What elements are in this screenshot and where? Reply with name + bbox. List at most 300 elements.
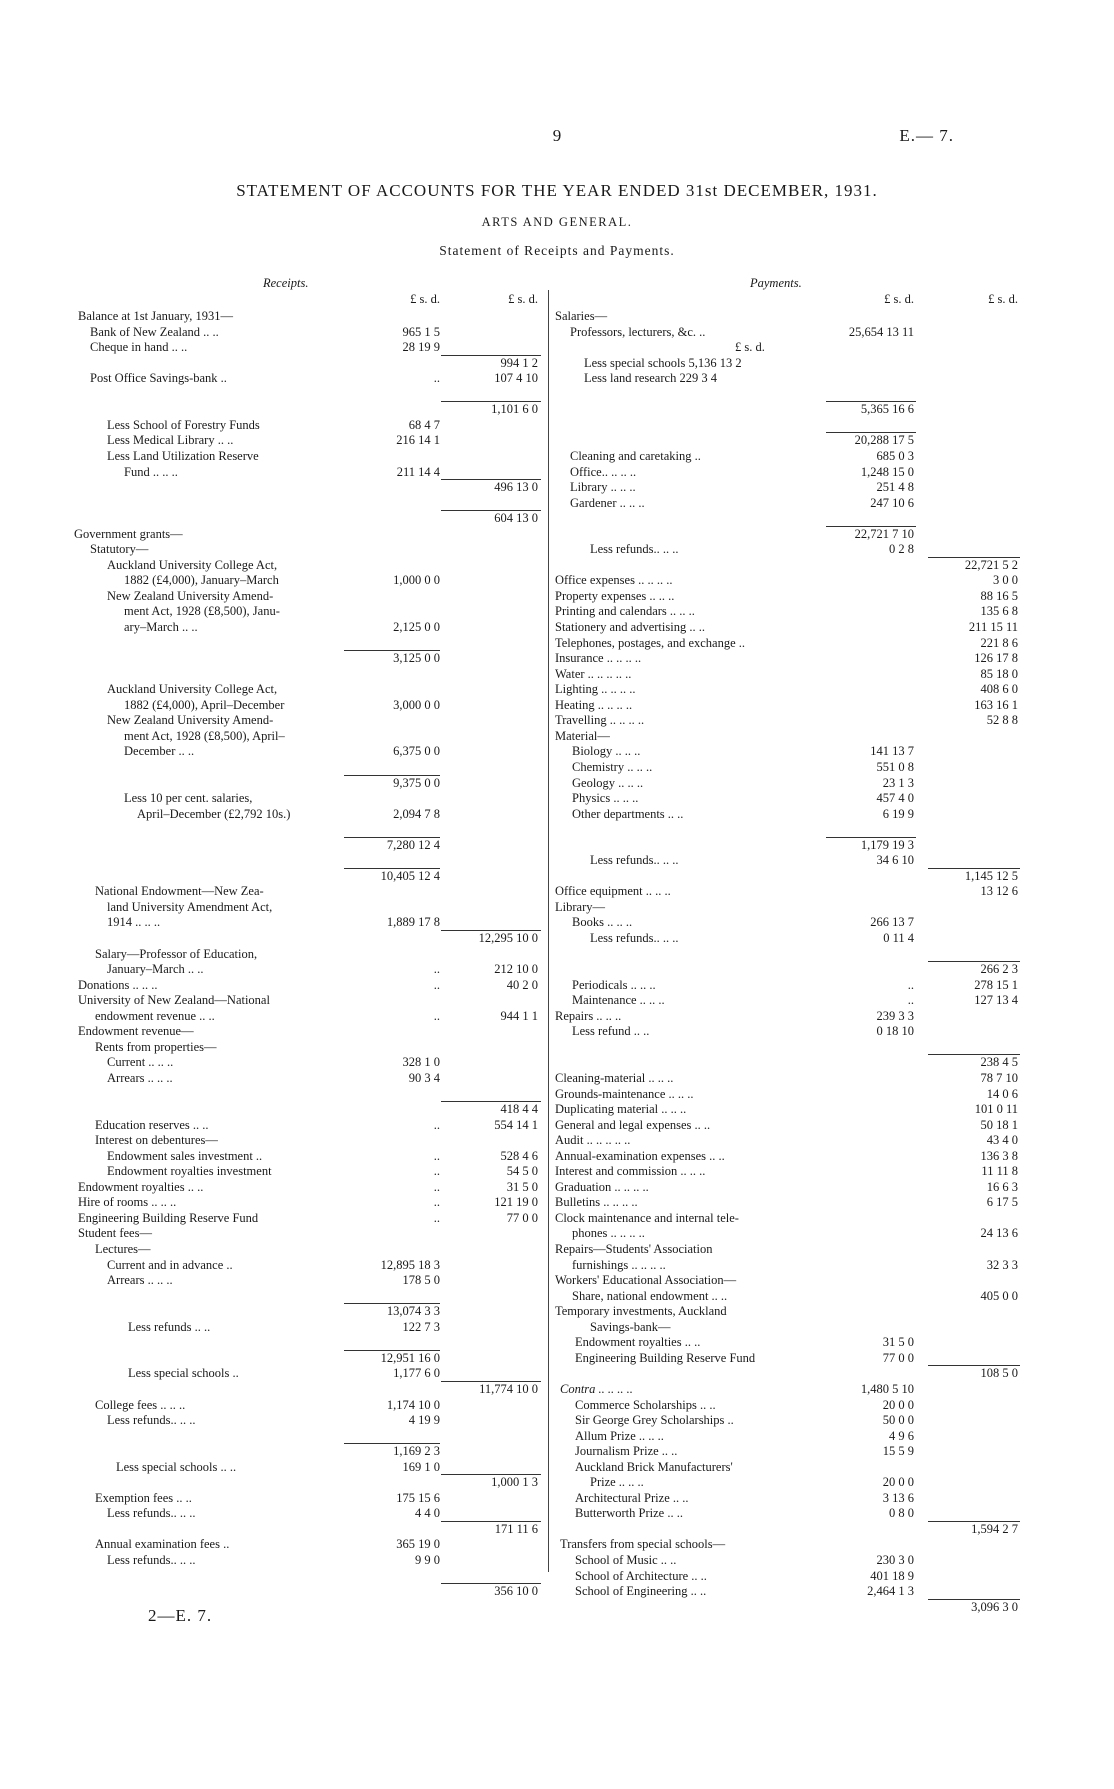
amount-column1: 12,951 16 0 (380, 1350, 440, 1365)
payments-row (0, 651, 1114, 666)
amount-column1: 20 0 0 (882, 1475, 914, 1490)
line-label: Maintenance .. .. .. (572, 993, 665, 1008)
amount-column1: .. (433, 1195, 440, 1210)
line-label: School of Engineering .. .. (575, 1584, 707, 1599)
amount-column2: 944 1 1 (500, 1008, 538, 1023)
payments-row (0, 465, 1114, 480)
amount-column2: 1,594 2 7 (971, 1521, 1018, 1536)
document-reference: E.— 7. (899, 126, 954, 145)
amount-column2: 14 0 6 (986, 1086, 1018, 1101)
amount-column2: 212 10 0 (494, 962, 538, 977)
payments-row (0, 1102, 1114, 1117)
line-label: Less Medical Library .. .. (107, 433, 234, 448)
amount-column2: 101 0 11 (974, 1102, 1018, 1117)
line-label: Less refunds.. .. .. (107, 1413, 196, 1428)
amount-column2: 356 10 0 (494, 1584, 538, 1599)
line-label: Education reserves .. .. (95, 1117, 209, 1132)
line-label: New Zealand University Amend- (107, 588, 274, 603)
amount-column1: 328 1 0 (402, 1055, 440, 1070)
payments-row (0, 496, 1114, 511)
payments-row (0, 1273, 1114, 1288)
line-label: Post Office Savings-bank .. (90, 371, 227, 386)
amount-column1: 20,288 17 5 (854, 433, 914, 448)
payments-header (0, 276, 1114, 291)
line-label: Library .. .. .. (570, 480, 636, 495)
payments-row (0, 589, 1114, 604)
payments-row (0, 402, 1114, 417)
amount-column2: 40 2 0 (506, 977, 538, 992)
amount-column1: .. (907, 993, 914, 1008)
line-label: Grounds-maintenance .. .. .. (555, 1086, 694, 1101)
amount-column1: 216 14 1 (396, 433, 440, 448)
amount-column1: .. (907, 977, 914, 992)
line-label: Auckland University College Act, (107, 682, 278, 697)
page-footer: 2—E. 7. (148, 1606, 213, 1625)
amount-column1: 169 1 0 (402, 1459, 440, 1474)
amount-column2: 418 4 4 (500, 1102, 538, 1117)
payments-row (0, 682, 1114, 697)
amount-column2: 238 4 5 (980, 1055, 1018, 1070)
amount-column2: 32 3 3 (986, 1257, 1018, 1272)
line-label: Auckland University College Act, (107, 557, 278, 572)
payments-row (0, 698, 1114, 713)
payments-row (0, 1429, 1114, 1444)
amount-column1: 251 4 8 (876, 480, 914, 495)
line-label: Arrears .. .. .. (107, 1070, 173, 1085)
line-label: Office expenses .. .. .. .. (555, 573, 673, 588)
line-label: 1882 (£4,000), January–March (124, 573, 279, 588)
line-label: Journalism Prize .. .. (575, 1444, 678, 1459)
amount-column2: 163 16 1 (974, 697, 1018, 712)
payments-row (0, 931, 1114, 946)
payments-row (0, 1055, 1114, 1070)
line-label: Geology .. .. .. (572, 775, 644, 790)
amount-column1: 1,174 10 0 (386, 1397, 440, 1412)
payments-currency-header (0, 292, 1114, 307)
line-label: Less refunds.. .. .. (107, 1506, 196, 1521)
payments-row (0, 340, 1114, 355)
line-label: Travelling .. .. .. .. (555, 713, 645, 728)
line-label: Professors, lecturers, &c. .. (570, 324, 706, 339)
amount-column1: 1,177 6 0 (393, 1366, 440, 1381)
line-label: Less refunds.. .. .. (590, 853, 679, 868)
line-label: Donations .. .. .. (78, 977, 158, 992)
payments-row (0, 325, 1114, 340)
payments-row (0, 947, 1114, 962)
amount-column2: 3 0 0 (993, 573, 1018, 588)
line-label: Stationery and advertising .. .. (555, 620, 705, 634)
line-label: Office.. .. .. .. (570, 464, 637, 479)
payments-row (0, 1164, 1114, 1179)
payments-row (0, 1553, 1114, 1568)
line-label: University of New Zealand—National (78, 993, 270, 1008)
payments-row (0, 1491, 1114, 1506)
line-label: Current .. .. .. (107, 1055, 174, 1070)
payments-row (0, 636, 1114, 651)
amount-column2: 1,145 12 5 (964, 868, 1018, 883)
line-label: Telephones, postages, and exchange .. (555, 635, 746, 650)
line-label: April–December (£2,792 10s.) (137, 806, 291, 821)
line-label: Repairs .. .. .. (555, 1008, 622, 1023)
payments-row (0, 776, 1114, 791)
amount-column1: 28 19 9 (402, 340, 440, 355)
line-label: Biology .. .. .. (572, 744, 641, 759)
line-label: Savings-bank— (590, 1319, 671, 1334)
payments-row (0, 1195, 1114, 1210)
payments-row (0, 1398, 1114, 1413)
amount-column2: 496 13 0 (494, 480, 538, 495)
amount-column1: 965 1 5 (402, 324, 440, 339)
amount-column1: 1,169 2 3 (393, 1444, 440, 1459)
amount-column1: 3 13 6 (882, 1490, 914, 1505)
line-label: 1882 (£4,000), April–December (124, 697, 285, 712)
amount-column1: 1,889 17 8 (386, 915, 440, 930)
amount-column1: 0 18 10 (876, 1024, 914, 1039)
line-label: Transfers from special schools— (560, 1537, 726, 1552)
amount-column1: 15 5 9 (882, 1444, 914, 1459)
payments-row (0, 1444, 1114, 1459)
payments-row (0, 1242, 1114, 1257)
amount-column2: 88 16 5 (980, 588, 1018, 603)
amount-column1: 6 19 9 (882, 806, 914, 821)
line-label: Rents from properties— (95, 1039, 217, 1054)
payments-column2-header: £ s. d. (988, 292, 1018, 306)
amount-column2: 11,774 10 0 (479, 1381, 538, 1396)
payments-row (0, 1133, 1114, 1148)
line-label: Repairs—Students' Association (555, 1242, 713, 1256)
amount-column2: 1,101 6 0 (491, 402, 538, 417)
payments-row (0, 978, 1114, 993)
amount-column1: 457 4 0 (876, 791, 914, 806)
line-label: General and legal expenses .. .. (555, 1117, 711, 1132)
subtotal-rule (928, 1365, 1020, 1366)
payments-title: Payments. (750, 276, 802, 290)
payments-row (0, 744, 1114, 759)
amount-column2: 11 11 8 (981, 1164, 1018, 1179)
payments-row (0, 1009, 1114, 1024)
payments-row (0, 1351, 1114, 1366)
amount-column1: 211 14 4 (396, 464, 440, 479)
payments-row (0, 1413, 1114, 1428)
payments-row (0, 791, 1114, 806)
amount-column2: 127 13 4 (974, 993, 1018, 1008)
line-label: Government grants— (74, 526, 183, 541)
payments-row (0, 573, 1114, 588)
payments-row (0, 1211, 1114, 1226)
payments-row (0, 480, 1114, 495)
amount-column1: 1,179 19 3 (860, 837, 914, 852)
amount-column2: 108 5 0 (980, 1366, 1018, 1381)
amount-column2: 107 4 10 (494, 371, 538, 386)
line-label: Share, national endowment .. .. (572, 1288, 728, 1303)
payments-row (0, 1149, 1114, 1164)
payments-row (0, 449, 1114, 464)
amount-column2: 121 19 0 (494, 1195, 538, 1210)
amount-column1: 9,375 0 0 (393, 775, 440, 790)
line-label: National Endowment—New Zea- (95, 884, 264, 899)
amount-column1: 77 0 0 (882, 1350, 914, 1365)
amount-column1: 175 15 6 (396, 1490, 440, 1505)
amount-column2: 54 5 0 (506, 1164, 538, 1179)
line-label: Periodicals .. .. .. (572, 977, 656, 992)
amount-column1: 3,000 0 0 (393, 697, 440, 712)
amount-column1: 365 19 0 (396, 1537, 440, 1552)
line-label: Graduation .. .. .. .. (555, 1179, 649, 1194)
line-label: Salaries— (555, 309, 608, 323)
amount-column1: 13,074 3 3 (386, 1304, 440, 1319)
amount-column1: 230 3 0 (876, 1553, 914, 1567)
amount-column1: 22,721 7 10 (854, 526, 914, 541)
payments-row (0, 1537, 1114, 1552)
payments-row (0, 667, 1114, 682)
amount-column2: 13 12 6 (980, 884, 1018, 899)
line-label: Endowment revenue— (78, 1024, 194, 1039)
payments-row (0, 915, 1114, 930)
line-label: Workers' Educational Association— (555, 1273, 737, 1288)
amount-column2: 604 13 0 (494, 511, 538, 526)
amount-column2: 3,096 3 0 (971, 1599, 1018, 1614)
amount-column1: .. (433, 1164, 440, 1179)
line-label: Material— (555, 728, 610, 743)
subtotal-rule (826, 837, 916, 838)
line-label: Insurance .. .. .. .. (555, 651, 642, 666)
line-label: School of Music .. .. (575, 1553, 677, 1567)
line-label: Endowment royalties .. .. (78, 1179, 204, 1194)
payments-column1-header: £ s. d. (884, 292, 914, 306)
amount-column1: .. (433, 1008, 440, 1023)
line-label: December .. .. (124, 744, 195, 759)
line-label: Bulletins .. .. .. .. (555, 1195, 638, 1210)
amount-column2: 12,295 10 0 (478, 931, 538, 945)
payments-row (0, 418, 1114, 433)
payments-row (0, 1475, 1114, 1490)
line-label: Cleaning-material .. .. .. (555, 1070, 674, 1085)
payments-row (0, 807, 1114, 822)
payments-row (0, 1335, 1114, 1350)
amount-column1: .. (433, 1148, 440, 1163)
payments-row (0, 1087, 1114, 1102)
payments-row (0, 1289, 1114, 1304)
line-label: College fees .. .. .. (95, 1397, 186, 1412)
amount-column2: 221 8 6 (980, 635, 1018, 650)
payments-row (0, 729, 1114, 744)
line-label: January–March .. .. (107, 962, 204, 977)
subtotal-rule (826, 526, 916, 527)
amount-column2: 77 0 0 (506, 1210, 538, 1225)
amount-column1: 4 4 0 (415, 1506, 440, 1521)
amount-column1: .. (433, 1179, 440, 1194)
amount-column2: 50 18 1 (980, 1117, 1018, 1132)
line-label: Cheque in hand .. .. (90, 340, 188, 355)
line-label: Heating .. .. .. .. (555, 697, 633, 712)
line-label: Less refunds .. .. (128, 1319, 211, 1334)
amount-column1: .. (433, 1210, 440, 1225)
payments-row (0, 620, 1114, 635)
amount-column1: 1,248 15 0 (860, 464, 914, 479)
payments-row (0, 1226, 1114, 1241)
line-label: Clock maintenance and internal tele- (555, 1210, 739, 1225)
line-label: Less special schools .. .. (116, 1459, 237, 1474)
line-label: Annual-examination expenses .. .. (555, 1148, 725, 1163)
section-heading: ARTS AND GENERAL. (481, 215, 633, 229)
amount-column2: 405 0 0 (980, 1288, 1018, 1303)
line-label: Less special schools 5,136 13 2 (584, 355, 742, 370)
line-label: Allum Prize .. .. .. (575, 1428, 664, 1443)
statement-subtitle: Statement of Receipts and Payments. (439, 243, 675, 258)
amount-column1: .. (433, 962, 440, 977)
amount-column1: .. (433, 1117, 440, 1132)
payments-row (0, 838, 1114, 853)
line-label: Auckland Brick Manufacturers' (575, 1459, 733, 1474)
amount-column1: 2,464 1 3 (867, 1584, 914, 1599)
line-label: Student fees— (78, 1226, 152, 1241)
line-label: Balance at 1st January, 1931— (78, 309, 234, 323)
amount-column2: 994 1 2 (500, 355, 538, 370)
subtotal-rule (928, 1599, 1020, 1600)
line-label: endowment revenue .. .. (95, 1008, 215, 1023)
amount-column1: 68 4 7 (408, 417, 440, 432)
amount-column1: 12,895 18 3 (380, 1257, 440, 1272)
amount-column1: 266 13 7 (870, 915, 914, 930)
line-label: Fund .. .. .. (124, 464, 178, 479)
line-label: Chemistry .. .. .. (572, 759, 653, 774)
amount-column2: 1,000 1 3 (491, 1475, 538, 1490)
line-label: Butterworth Prize .. .. (575, 1506, 683, 1521)
line-label: Less land research 229 3 4 (584, 371, 717, 386)
statement-title: STATEMENT OF ACCOUNTS FOR THE YEAR ENDED 31st DECEMBER, 1931. (236, 181, 878, 200)
line-label: Statutory— (90, 542, 149, 557)
amount-column1: 34 6 10 (876, 853, 914, 868)
payments-row (0, 433, 1114, 448)
line-label: Temporary investments, Auckland (555, 1304, 727, 1319)
amount-column1: 401 18 9 (870, 1568, 914, 1583)
line-label: Books .. .. .. (572, 915, 633, 930)
amount-column1: 1,480 5 10 (860, 1381, 914, 1396)
payments-row (0, 604, 1114, 619)
amount-column1: 1,000 0 0 (393, 573, 440, 588)
amount-column2: 78 7 10 (980, 1070, 1018, 1085)
line-label: Interest and commission .. .. .. (555, 1164, 706, 1179)
amount-column1: 141 13 7 (870, 744, 914, 759)
amount-column2: 528 4 6 (500, 1148, 538, 1163)
receipts-column1-header: £ s. d. (410, 292, 440, 306)
line-label: Less special schools .. (128, 1366, 239, 1381)
amount-column1: 90 3 4 (408, 1070, 440, 1085)
line-label: Physics .. .. .. (572, 791, 639, 806)
line-label: Engineering Building Reserve Fund (575, 1350, 756, 1365)
line-label: Less 10 per cent. salaries, (124, 791, 253, 806)
line-label: School of Architecture .. .. (575, 1568, 707, 1583)
payments-row (0, 853, 1114, 868)
line-label: Less refund .. .. (572, 1024, 650, 1039)
amount-column1: 23 1 3 (882, 775, 914, 790)
line-label: land University Amendment Act, (107, 899, 273, 914)
amount-column1: 239 3 3 (876, 1008, 914, 1023)
line-label: Water .. .. .. .. .. (555, 666, 632, 681)
line-label: phones .. .. .. .. (572, 1226, 645, 1241)
amount-column1: 685 0 3 (876, 448, 914, 463)
amount-column1: 178 5 0 (402, 1273, 440, 1288)
payments-row (0, 1040, 1114, 1055)
line-label: Annual examination fees .. (95, 1537, 230, 1552)
payments-row (0, 511, 1114, 526)
payments-row (0, 1382, 1114, 1397)
payments-row (0, 387, 1114, 402)
amount-column1: 3,125 0 0 (393, 651, 440, 666)
amount-column2: 211 15 11 (968, 620, 1018, 634)
amount-column2: 126 17 8 (974, 651, 1018, 666)
amount-column1: 0 11 4 (883, 931, 914, 945)
payments-row (0, 1584, 1114, 1599)
amount-column2: 171 11 6 (494, 1521, 538, 1536)
line-label: Interest on debentures— (95, 1133, 218, 1148)
amount-column2: 136 3 8 (980, 1148, 1018, 1163)
payments-row (0, 760, 1114, 775)
amount-column1: 551 0 8 (876, 759, 914, 774)
amount-column1: 5,365 16 6 (860, 402, 914, 417)
line-label: Sir George Grey Scholarships .. (575, 1413, 734, 1428)
payments-row (0, 1071, 1114, 1086)
payments-row (0, 1506, 1114, 1521)
line-label: Bank of New Zealand .. .. (90, 324, 219, 339)
amount-column1: 20 0 0 (882, 1397, 914, 1412)
payments-row (0, 1258, 1114, 1273)
amount-column1: .. (433, 371, 440, 386)
payments-row (0, 993, 1114, 1008)
line-label: Less refunds.. .. .. (590, 931, 679, 945)
line-label: 1914 .. .. .. (107, 915, 161, 930)
payments-row (0, 884, 1114, 899)
amount-column2: 43 4 0 (986, 1133, 1018, 1148)
subtotal-rule (826, 432, 916, 433)
payments-row (0, 822, 1114, 837)
amount-column1: 2,094 7 8 (393, 806, 440, 821)
payments-row (0, 371, 1114, 386)
line-label: ary–March .. .. (124, 620, 198, 634)
line-label: Architectural Prize .. .. (575, 1490, 689, 1505)
amount-column1: 9 9 0 (415, 1553, 440, 1567)
payments-row (0, 1118, 1114, 1133)
line-label: ment Act, 1928 (£8,500), Janu- (124, 604, 280, 619)
amount-column1: 247 10 6 (870, 495, 914, 510)
line-label: Endowment royalties .. .. (575, 1335, 701, 1350)
line-label: Other departments .. .. (572, 806, 684, 821)
line-label: furnishings .. .. .. .. (572, 1257, 666, 1272)
subtotal-rule (928, 961, 1020, 962)
subtotal-rule (928, 1521, 1020, 1522)
amount-column2: 6 17 5 (986, 1195, 1018, 1210)
payments-row (0, 962, 1114, 977)
line-label: Cleaning and caretaking .. (570, 448, 701, 463)
line-label: Library— (555, 899, 605, 914)
amount-column1: .. (433, 977, 440, 992)
line-label: Lighting .. .. .. .. (555, 682, 636, 697)
line-label: Audit .. .. .. .. .. (555, 1133, 631, 1148)
line-label: Less School of Forestry Funds (107, 417, 260, 432)
line-label: Property expenses .. .. .. (555, 588, 675, 603)
payments-row (0, 356, 1114, 371)
payments-row (0, 869, 1114, 884)
line-label: Endowment royalties investment (107, 1164, 272, 1179)
line-label: Prize .. .. .. (590, 1475, 644, 1490)
payments-row (0, 309, 1114, 324)
amount-column1: 4 9 6 (889, 1428, 914, 1443)
payments-row (0, 1522, 1114, 1537)
amount-column1: 4 19 9 (408, 1413, 440, 1428)
line-label: Commerce Scholarships .. .. (575, 1397, 716, 1412)
payments-row (0, 1180, 1114, 1195)
subtotal-rule (928, 1054, 1020, 1055)
